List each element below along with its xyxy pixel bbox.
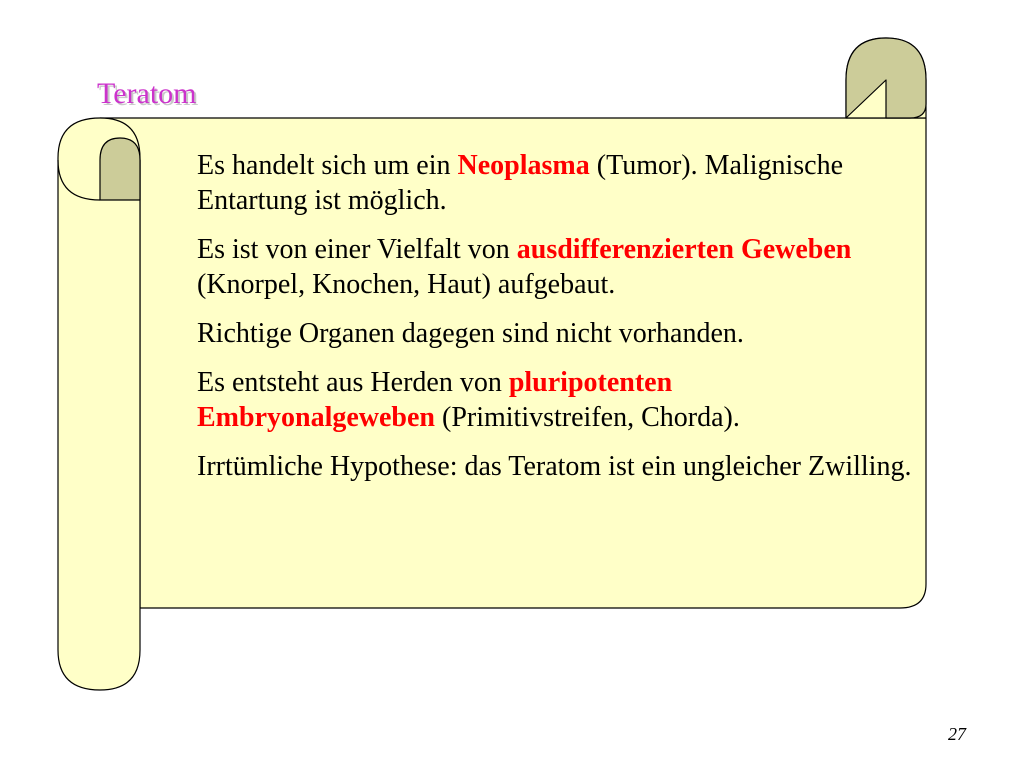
paragraph-gewebe [197,232,917,302]
paragraph-text: (Primitivstreifen, Chorda). [435,402,740,433]
paragraph-text: Es handelt sich um ein [197,150,458,181]
paragraph-text: Es ist von einer Vielfalt von [197,234,517,265]
paragraph-text: Es entsteht aus Herden von [197,367,509,398]
highlight-term: pluripotenten Embryonalgeweben [197,367,673,433]
scroll-top-right-roll [846,38,926,118]
paragraph-neoplasma [197,148,917,218]
paragraph-text: Richtige Organen dagegen sind nicht vorhanden. [197,318,744,349]
paragraph-herden [197,365,917,435]
scroll-left-curl-inner [100,138,140,200]
scroll-left-roll [58,118,140,690]
paragraph-text: Irrtümliche Hypothese: das Teratom ist ein ungleicher Zwilling. [197,451,912,482]
paragraph-text: (Tumor). Malignische Entartung ist möglich. [197,150,844,216]
slide-title: Teratom [97,77,197,110]
highlight-term: Neoplasma [457,150,590,181]
paragraph-text: (Knorpel, Knochen, Haut) aufgebaut. [197,269,616,300]
page-number: 27 [948,724,966,744]
paragraph-hypothese [197,449,917,484]
paragraph-organen [197,316,917,351]
slide-content [197,148,917,498]
highlight-term: ausdifferenzierten Geweben [516,234,852,265]
